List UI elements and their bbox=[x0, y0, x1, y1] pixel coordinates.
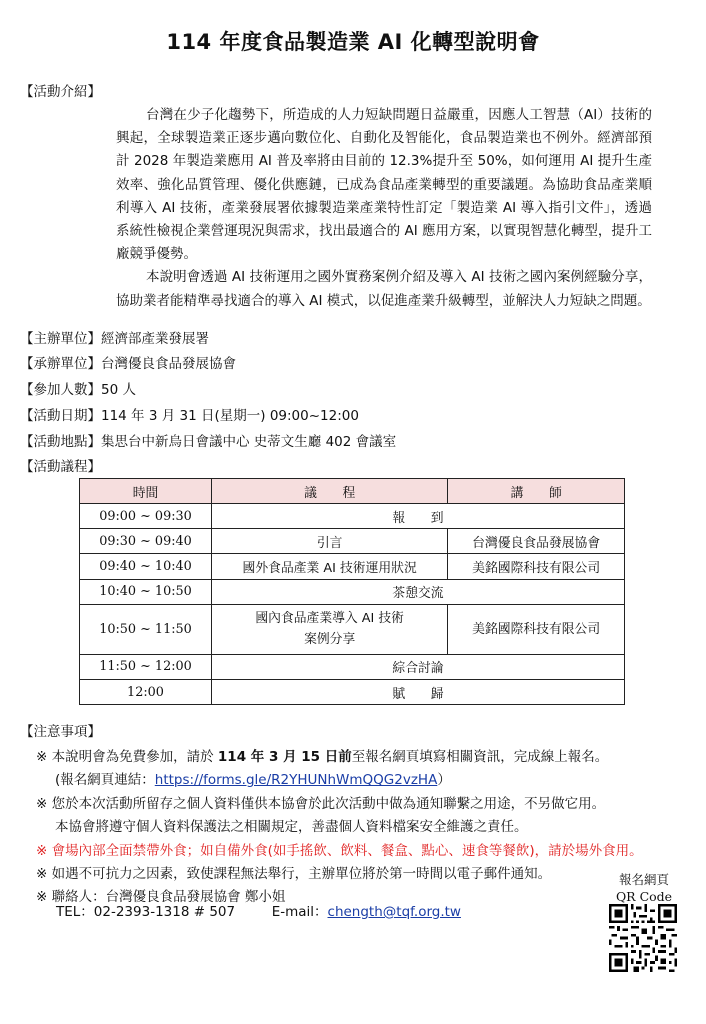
note-privacy: ※ 您於本次活動所留存之個人資料僅供本協會於此次活動中做為通知聯繫之用途，不另做它用。 bbox=[36, 795, 606, 812]
agenda-header-row bbox=[80, 479, 625, 504]
agenda-table bbox=[79, 478, 625, 705]
note-deadline: 114 年 3 月 15 日前 bbox=[217, 749, 352, 765]
contact-phone: TEL：02-2393-1318 # 507 bbox=[56, 904, 236, 920]
agenda-topic: 茶憩交流 bbox=[212, 579, 625, 604]
agenda-topic: 報 到 bbox=[212, 504, 625, 529]
info-organizer bbox=[20, 327, 209, 351]
note-registration bbox=[36, 746, 643, 769]
agenda-topic: 引言 bbox=[212, 529, 448, 554]
agenda-time: 12:00 bbox=[80, 679, 212, 704]
note-privacy-cont: 本協會將遵守個人資料保護法之相關規定，善盡個人資料檔案安全維護之責任。 bbox=[55, 819, 528, 836]
note-no-food: ※ 會場內部全面禁帶外食；如自備外食(如手搖飲、飲料、餐盒、點心、速食等餐飲)，請於場外食用。 bbox=[36, 842, 643, 859]
qr-label bbox=[607, 871, 681, 905]
info-label: 【主辦單位】 bbox=[20, 331, 101, 347]
agenda-time: 11:50 ~ 12:00 bbox=[80, 654, 212, 679]
contact-info bbox=[56, 900, 461, 920]
agenda-time: 09:40 ~ 10:40 bbox=[80, 554, 212, 579]
info-value: 114 年 3 月 31 日(星期一) 09:00~12:00 bbox=[101, 408, 359, 424]
info-date bbox=[20, 404, 359, 428]
info-venue bbox=[20, 430, 396, 454]
info-value: 50 人 bbox=[101, 382, 136, 398]
agenda-speaker: 美銘國際科技有限公司 bbox=[448, 554, 625, 579]
page-title: 114 年度食品製造業 AI 化轉型說明會 bbox=[166, 30, 540, 54]
agenda-time: 10:40 ~ 10:50 bbox=[80, 579, 212, 604]
agenda-row bbox=[80, 604, 625, 654]
registration-qr-code-icon[interactable] bbox=[609, 904, 677, 972]
header-speaker: 講 師 bbox=[448, 479, 625, 504]
intro-paragraph-1: 台灣在少子化趨勢下，所造成的人力短缺問題日益嚴重，因應人工智慧（AI）技術的興起，全球製造業正逐步邁向數位化、自動化及智能化，食品製造業也不例外。經濟部預計 2028 年製造業應用 AI 普及率將由目前的 12.3%提升至 50%，如何運用 AI 提升生產效率、強化品質管理、優化供應鏈，已成為食品產業轉型的重要議題。為協助食品產業順利導入 AI 技術，產業發展署依據製造業產業特性訂定「製造業 AI 導入指引文件」，透過系統性檢視企業營運現況與需求，找出最適合的 AI 應用方案，以實現智慧化轉型，提升工廠競爭優勢。 bbox=[116, 107, 652, 263]
intro-body bbox=[116, 104, 652, 313]
agenda-topic-line: 案例分享 bbox=[304, 632, 356, 648]
note-text: ※ 本說明會為免費參加，請於 bbox=[36, 749, 218, 765]
registration-link[interactable]: https://forms.gle/R2YHUNhWmQQG2vzHA bbox=[154, 772, 438, 789]
note-force-majeure: ※ 如遇不可抗力之因素，致使課程無法舉行，主辦單位將於第一時間以電子郵件通知。 bbox=[36, 865, 552, 882]
agenda-topic: 賦 歸 bbox=[212, 679, 625, 704]
note-contact: ※ 聯絡人：台灣優良食品發展協會 鄭小姐 bbox=[36, 889, 286, 906]
agenda-row bbox=[80, 529, 625, 554]
agenda-topic bbox=[212, 604, 448, 654]
agenda-topic: 綜合討論 bbox=[212, 654, 625, 679]
agenda-topic: 國外食品產業 AI 技術運用狀況 bbox=[212, 554, 448, 579]
info-attendees bbox=[20, 378, 136, 402]
note-text: (報名網頁連結： bbox=[55, 772, 155, 789]
info-executor bbox=[20, 352, 236, 376]
intro-paragraph-2: 本說明會透過 AI 技術運用之國外實務案例介紹及導入 AI 技術之國內案例經驗分享，協助業者能精準尋找適合的導入 AI 模式，以促進產業升級轉型，並解決人力短缺之問題。 bbox=[116, 269, 652, 309]
note-text: 至報名網頁填寫相關資訊，完成線上報名。 bbox=[351, 749, 609, 765]
info-label: 【承辦單位】 bbox=[20, 356, 101, 372]
agenda-time: 10:50 ~ 11:50 bbox=[80, 604, 212, 654]
agenda-speaker: 美銘國際科技有限公司 bbox=[448, 604, 625, 654]
info-label: 【參加人數】 bbox=[20, 382, 101, 398]
info-label: 【活動地點】 bbox=[20, 434, 101, 450]
agenda-row bbox=[80, 504, 625, 529]
contact-email-label: E-mail： bbox=[271, 904, 328, 920]
header-topic: 議 程 bbox=[212, 479, 448, 504]
contact-email-link[interactable]: chength@tqf.org.tw bbox=[327, 904, 461, 920]
info-value: 集思台中新烏日會議中心 史蒂文生廳 402 會議室 bbox=[101, 434, 397, 450]
agenda-row bbox=[80, 679, 625, 704]
qr-label-line2: QR Code bbox=[615, 889, 673, 904]
notes-list bbox=[36, 746, 643, 910]
info-label: 【活動日期】 bbox=[20, 408, 101, 424]
note-registration-link bbox=[36, 769, 643, 792]
agenda-row bbox=[80, 554, 625, 579]
header-time: 時間 bbox=[80, 479, 212, 504]
agenda-row bbox=[80, 654, 625, 679]
agenda-topic-line: 國內食品產業導入 AI 技術 bbox=[255, 611, 404, 627]
info-value: 經濟部產業發展署 bbox=[101, 331, 209, 347]
note-text: ） bbox=[437, 772, 451, 789]
intro-heading: 【活動介紹】 bbox=[20, 84, 101, 100]
qr-label-line1: 報名網頁 bbox=[618, 872, 669, 887]
agenda-time: 09:00 ~ 09:30 bbox=[80, 504, 212, 529]
agenda-row bbox=[80, 579, 625, 604]
notes-heading: 【注意事項】 bbox=[20, 724, 101, 740]
agenda-heading: 【活動議程】 bbox=[20, 459, 101, 475]
agenda-speaker: 台灣優良食品發展協會 bbox=[448, 529, 625, 554]
info-value: 台灣優良食品發展協會 bbox=[101, 356, 236, 372]
agenda-time: 09:30 ~ 09:40 bbox=[80, 529, 212, 554]
